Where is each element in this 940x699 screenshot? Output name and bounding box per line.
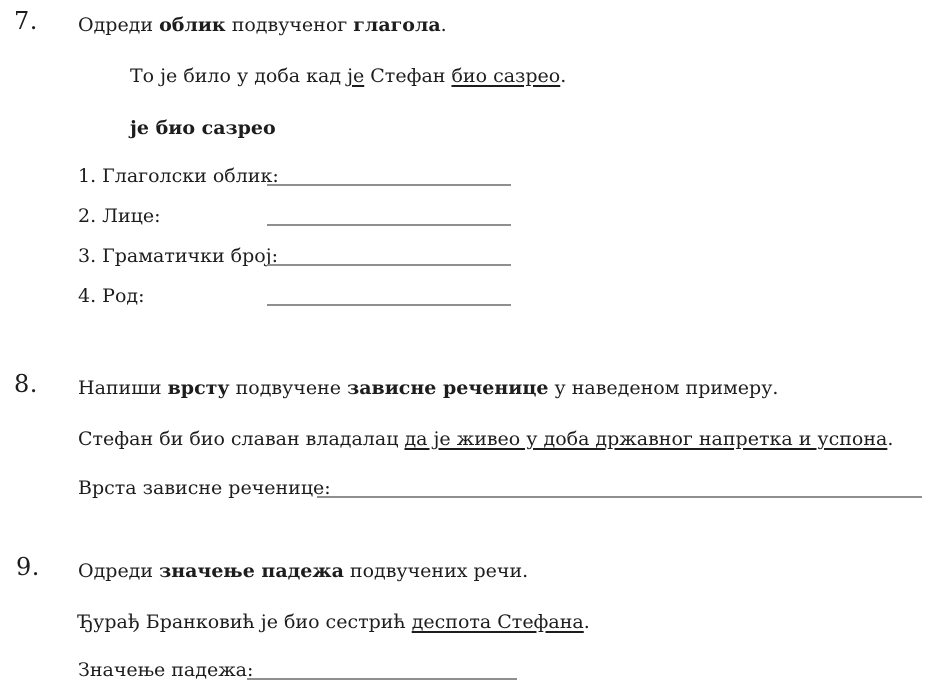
- answer-field-row: [78, 205, 511, 226]
- highlighted-verb: је био сазрео: [130, 117, 276, 139]
- question-number: 9.: [16, 553, 40, 581]
- example-sentence: Стефан би био славан владалац да је живео у доба државног напретка и успона.: [78, 428, 894, 450]
- answer-blank-line[interactable]: [267, 284, 511, 306]
- example-sentence: Ђурађ Бранковић је био сестрић деспота Стефана.: [78, 611, 590, 633]
- answer-field-label: 4. Род:: [78, 285, 145, 307]
- question-number: 8.: [14, 370, 38, 398]
- answer-blank-line[interactable]: [317, 476, 922, 498]
- question-prompt: Одреди облик подвученог глагола.: [78, 14, 447, 36]
- question-prompt: Одреди значење падежа подвучених речи.: [78, 560, 529, 582]
- answer-field-label: 1. Глаголски облик:: [78, 165, 279, 187]
- answer-field-row: [78, 477, 922, 498]
- answer-field-label: Значење падежа:: [78, 659, 254, 681]
- answer-blank-line[interactable]: [267, 164, 511, 186]
- answer-field-label: 3. Граматички број:: [78, 245, 278, 267]
- answer-field-row: [78, 245, 511, 266]
- question-prompt: Напиши врсту подвучене зависне реченице у наведеном примеру.: [78, 377, 779, 399]
- answer-field-label: 2. Лице:: [78, 205, 161, 227]
- question-number: 7.: [14, 7, 38, 35]
- answer-blank-line[interactable]: [267, 204, 511, 226]
- answer-field-row: [78, 659, 517, 680]
- answer-field-row: [78, 285, 511, 306]
- answer-field-row: [78, 165, 511, 186]
- example-sentence: То је било у доба кад је Стефан био сазрео.: [130, 65, 567, 87]
- answer-blank-line[interactable]: [267, 244, 511, 266]
- answer-blank-line[interactable]: [247, 658, 517, 680]
- answer-field-label: Врста зависне реченице:: [78, 477, 331, 499]
